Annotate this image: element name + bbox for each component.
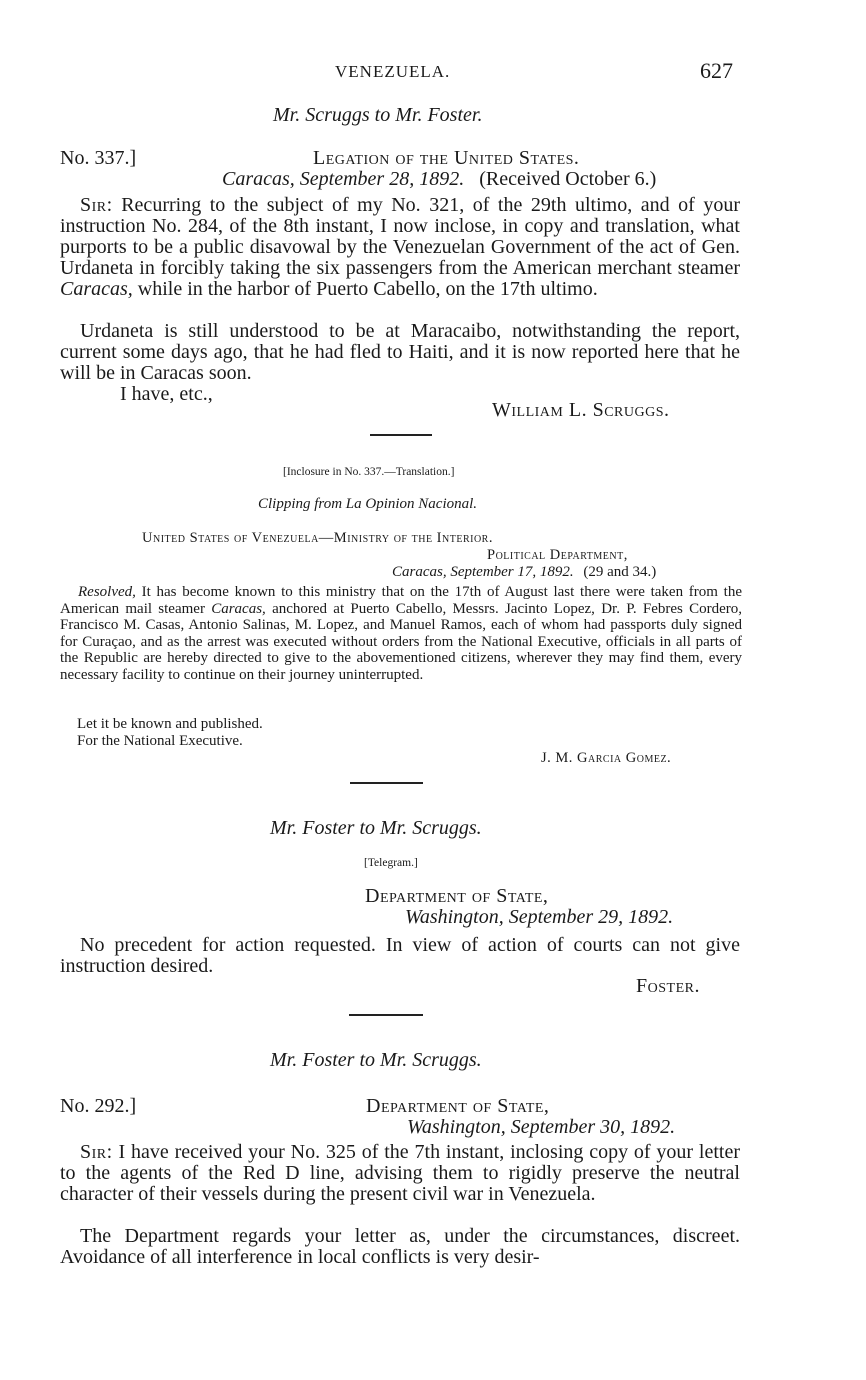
telegram-place-date: Washington, September 29, 1892. — [405, 906, 674, 928]
telegram-signature: Foster. — [636, 975, 700, 997]
telegram-note: [Telegram.] — [364, 857, 418, 869]
letter1-ship-name: Caracas, — [60, 278, 133, 300]
letter2-office: Department of State, — [366, 1095, 550, 1117]
letter1-received: (Received October 6.) — [479, 168, 657, 190]
inclosure-title: Clipping from La Opinion Nacional. — [258, 496, 478, 512]
page-number: 627 — [700, 58, 733, 83]
letter2-paragraph-1 — [60, 1142, 740, 1205]
letter1-closing: I have, etc., — [120, 383, 213, 405]
inclosure-signature: J. M. Garcia Gomez. — [541, 750, 672, 766]
letter1-salutation: Sir: — [80, 194, 113, 216]
inclosure-publish: Let it be known and published. — [77, 716, 263, 732]
resolved-ship-name: Caracas, — [211, 600, 266, 617]
letter1-paragraph-1 — [60, 195, 740, 300]
letter1-signature: William L. Scruggs. — [492, 399, 670, 421]
inclosure-years: (29 and 34.) — [583, 564, 657, 580]
inclosure-for-executive: For the National Executive. — [77, 733, 243, 749]
letter1-heading: Mr. Scruggs to Mr. Foster. — [273, 104, 483, 126]
letter1-paragraph-1-end: while in the harbor of Puerto Cabello, on the 17th ultimo. — [137, 278, 598, 300]
inclosure-department: Political Department, — [487, 547, 628, 563]
letter2-number: No. 292.] — [60, 1095, 137, 1117]
section-divider — [350, 782, 423, 784]
letter1-number: No. 337.] — [60, 147, 137, 169]
inclosure-note: [Inclosure in No. 337.—Translation.] — [283, 466, 455, 478]
running-title: VENEZUELA. — [335, 62, 451, 81]
letter1-office: Legation of the United States. — [313, 147, 580, 169]
telegram-body-text: No precedent for action requested. In view of action of courts can not give instruction desired. — [60, 934, 740, 977]
letter1-paragraph-2-text: Urdaneta is still understood to be at Maracaibo, notwithstanding the report, current some days ago, that he had fled to Haiti, and it is now reported here that he will be in Caracas soon. — [60, 320, 740, 384]
letter2-paragraph-2 — [60, 1226, 740, 1268]
inclosure-dateline — [392, 564, 656, 581]
letter2-heading: Mr. Foster to Mr. Scruggs. — [270, 1049, 482, 1071]
letter1-paragraph-1-text: Recurring to the subject of my No. 321, of the 29th ultimo, and of your instruction No. 284, of the 8th instant, I now inclose, in copy and translation, what purports to be a public disavowal by the Venezuelan Government of the act of Gen. Urdaneta in forcibly taking the six passengers from the American merchant steamer — [60, 194, 740, 279]
letter2-paragraph-1-text: I have received your No. 325 of the 7th instant, inclosing copy of your letter to the agents of the Red D line, advising them to rigidly preserve the neutral character of their vessels during the present civil war in Venezuela. — [60, 1141, 741, 1205]
inclosure-resolution — [60, 584, 742, 683]
letter1-place-date: Caracas, September 28, 1892. — [222, 168, 465, 190]
resolved-label: Resolved, — [78, 584, 136, 600]
inclosure-ministry: United States of Venezuela—Ministry of the Interior. — [142, 530, 493, 546]
letter1-dateline — [222, 169, 656, 190]
section-divider — [349, 1014, 423, 1016]
inclosure-place-date: Caracas, September 17, 1892. — [392, 564, 574, 580]
telegram-body — [60, 935, 740, 977]
telegram-office: Department of State, — [365, 885, 549, 907]
resolved-text-2: anchored at Puerto Cabello, Messrs. Jacinto Lopez, Dr. P. Febres Cordero, Francisco M. Casas, Antonio Salinas, M. Lopez, and Manuel Ramos, each of whom had passports duly signed for Curaçao, and as the arrest was executed without orders from the National Executive, officials in all parts of the Republic are hereby directed to give to the abovementioned citizens, wherever they may find them, every necessary facility to continue on their journey uninterrupted. — [60, 600, 743, 683]
resolved-text-1: It has become known to this ministry that on the 17th of August last there were taken from the American mail steamer — [60, 584, 743, 617]
telegram-heading: Mr. Foster to Mr. Scruggs. — [270, 817, 482, 839]
letter2-place-date: Washington, September 30, 1892. — [407, 1116, 676, 1138]
section-divider — [370, 434, 432, 436]
letter2-salutation: Sir: — [80, 1141, 113, 1163]
letter2-paragraph-2-text: The Department regards your letter as, under the circumstances, discreet. Avoidance of all interference in local conflicts is very desir- — [60, 1225, 740, 1268]
letter1-paragraph-2 — [60, 321, 740, 384]
